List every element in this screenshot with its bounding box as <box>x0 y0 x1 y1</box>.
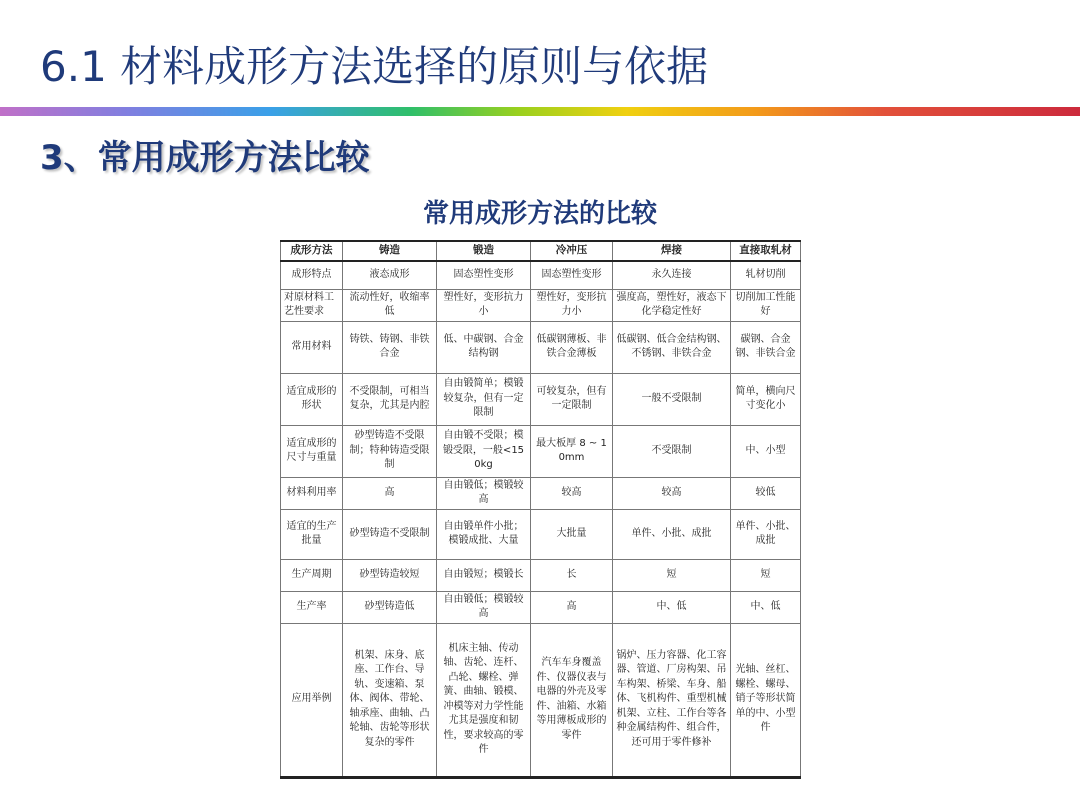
table-cell: 固态塑性变形 <box>437 261 531 289</box>
table-cell: 短 <box>613 559 731 591</box>
table-cell: 自由锻低；模锻较高 <box>437 477 531 509</box>
table-cell: 高 <box>531 591 613 623</box>
table-cell: 较高 <box>613 477 731 509</box>
gradient-divider <box>0 107 1080 116</box>
table-title: 常用成形方法的比较 <box>422 199 657 229</box>
header-casting: 铸造 <box>343 241 437 261</box>
table-cell: 短 <box>731 559 801 591</box>
table-cell: 自由锻低；模锻较高 <box>437 591 531 623</box>
table-cell: 较低 <box>731 477 801 509</box>
header-forging: 锻造 <box>437 241 531 261</box>
table-cell: 中、低 <box>613 591 731 623</box>
row-label: 应用举例 <box>281 623 343 777</box>
table-cell: 中、小型 <box>731 425 801 477</box>
row-label: 生产周期 <box>281 559 343 591</box>
row-label: 适宜成形的形状 <box>281 373 343 425</box>
slide-title: 6.1 材料成形方法选择的原则与依据 <box>40 42 709 91</box>
table-cell: 单件、小批、成批 <box>731 509 801 559</box>
table-cell: 可较复杂，但有一定限制 <box>531 373 613 425</box>
table-cell: 强度高，塑性好，液态下化学稳定性好 <box>613 289 731 321</box>
table-cell: 低碳钢、低合金结构钢、不锈钢、非铁合金 <box>613 321 731 373</box>
row-label: 材料利用率 <box>281 477 343 509</box>
table-cell: 砂型铸造较短 <box>343 559 437 591</box>
table-cell: 轧材切削 <box>731 261 801 289</box>
table-cell: 简单，横向尺寸变化小 <box>731 373 801 425</box>
comparison-table <box>280 240 801 779</box>
table-cell: 光轴、丝杠、螺栓、螺母、销子等形状简单的中、小型件 <box>731 623 801 777</box>
table-cell: 流动性好，收缩率低 <box>343 289 437 321</box>
table-cell: 碳钢、合金钢、非铁合金 <box>731 321 801 373</box>
table-cell: 低碳钢薄板、非铁合金薄板 <box>531 321 613 373</box>
table-cell: 永久连接 <box>613 261 731 289</box>
row-label: 适宜的生产批量 <box>281 509 343 559</box>
row-label: 常用材料 <box>281 321 343 373</box>
table-cell: 机床主轴、传动轴、齿轮、连杆、凸轮、螺栓、弹簧、曲轴、锻模、冲模等对力学性能尤其是强度和韧性，要求较高的零件 <box>437 623 531 777</box>
table-cell: 不受限制 <box>613 425 731 477</box>
table-cell: 塑性好，变形抗力小 <box>531 289 613 321</box>
table-cell: 自由锻简单；模锻较复杂，但有一定限制 <box>437 373 531 425</box>
table-cell: 砂型铸造低 <box>343 591 437 623</box>
section-heading: 3、常用成形方法比较 <box>40 138 370 178</box>
table-cell: 长 <box>531 559 613 591</box>
table-cell: 机架、床身、底座、工作台、导轨、变速箱、泵体、阀体、带轮、轴承座、曲轴、凸轮轴、齿轮等形状复杂的零件 <box>343 623 437 777</box>
table-row <box>281 591 801 623</box>
table-row <box>281 321 801 373</box>
table-cell: 中、低 <box>731 591 801 623</box>
table-cell: 自由锻短；模锻长 <box>437 559 531 591</box>
header-method: 成形方法 <box>281 241 343 261</box>
table-cell: 汽车车身覆盖件、仪器仪表与电器的外壳及零件、油箱、水箱等用薄板成形的零件 <box>531 623 613 777</box>
table-cell: 切削加工性能好 <box>731 289 801 321</box>
table-cell: 一般不受限制 <box>613 373 731 425</box>
table-cell: 砂型铸造不受限制；特种铸造受限制 <box>343 425 437 477</box>
table-row <box>281 289 801 321</box>
table-cell: 锅炉、压力容器、化工容器、管道、厂房构架、吊车构架、桥梁、车身、船体、飞机构件、重型机械机架、立柱、工作台等各种金属结构件、组合件，还可用于零件修补 <box>613 623 731 777</box>
table-cell: 低、中碳钢、合金结构钢 <box>437 321 531 373</box>
table-row <box>281 477 801 509</box>
table-cell: 自由锻单件小批；模锻成批、大量 <box>437 509 531 559</box>
table-cell: 较高 <box>531 477 613 509</box>
table-row <box>281 623 801 777</box>
table-header-row <box>281 241 801 261</box>
table-cell: 不受限制，可相当复杂，尤其是内腔 <box>343 373 437 425</box>
row-label: 生产率 <box>281 591 343 623</box>
row-label: 对原材料工艺性要求 <box>281 289 343 321</box>
header-rolled-stock: 直接取轧材 <box>731 241 801 261</box>
header-welding: 焊接 <box>613 241 731 261</box>
table-cell: 最大板厚 8 ~ 10mm <box>531 425 613 477</box>
row-label: 成形特点 <box>281 261 343 289</box>
table-cell: 砂型铸造不受限制 <box>343 509 437 559</box>
table-cell: 单件、小批、成批 <box>613 509 731 559</box>
row-label: 适宜成形的尺寸与重量 <box>281 425 343 477</box>
table-row <box>281 373 801 425</box>
table-cell: 大批量 <box>531 509 613 559</box>
comparison-table-container <box>280 240 800 779</box>
table-cell: 液态成形 <box>343 261 437 289</box>
table-row <box>281 261 801 289</box>
header-stamping: 冷冲压 <box>531 241 613 261</box>
table-cell: 铸铁、铸钢、非铁合金 <box>343 321 437 373</box>
table-cell: 自由锻不受限；模锻受限，一般<150kg <box>437 425 531 477</box>
table-row <box>281 559 801 591</box>
table-cell: 固态塑性变形 <box>531 261 613 289</box>
table-cell: 高 <box>343 477 437 509</box>
table-row <box>281 509 801 559</box>
table-cell: 塑性好，变形抗力小 <box>437 289 531 321</box>
table-row <box>281 425 801 477</box>
